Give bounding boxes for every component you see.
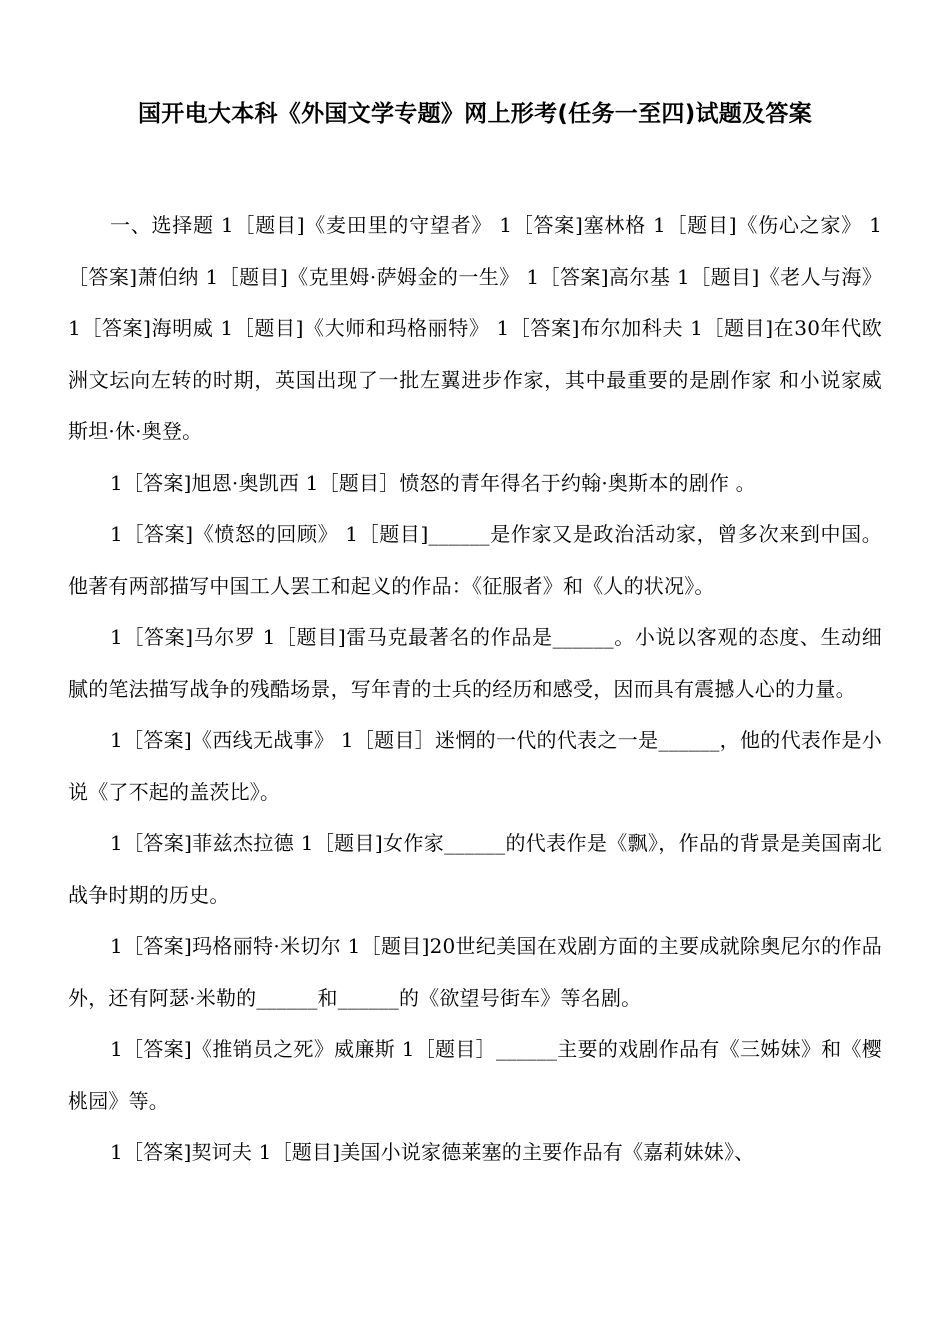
document-body: [68, 200, 882, 1179]
paragraph-4: 1［答案]马尔罗 1［题目]雷马克最著名的作品是______。小说以客观的态度、生动细腻的笔法描写战争的残酷场景，写年青的士兵的经历和感受，因而具有震撼人心的力量。: [68, 625, 882, 701]
paragraph-6: 1［答案]菲兹杰拉德 1［题目]女作家______的代表作是《飘》，作品的背景是美国南北战争时期的历史。: [68, 831, 882, 907]
paragraph-7: 1［答案]玛格丽特·米切尔 1［题目]20世纪美国在戏剧方面的主要成就除奥尼尔的作品外，还有阿瑟·米勒的______和______的《欲望号街车》等名剧。: [68, 934, 882, 1010]
paragraph-1: 一、选择题 1［题目]《麦田里的守望者》 1［答案]塞林格 1［题目]《伤心之家》 1［答案]萧伯纳 1［题目]《克里姆·萨姆金的一生》 1［答案]高尔基 1［题目]《老人与海》 1［答案]海明威 1［题目]《大师和玛格丽特》 1［答案]布尔加科夫 1［题目]在30年代欧洲文坛向左转的时期，英国出现了一批左翼进步作家，其中最重要的是剧作家 和小说家威斯坦·休·奥登。: [68, 213, 882, 443]
paragraph-3: 1［答案]《愤怒的回顾》 1［题目]______是作家又是政治活动家，曾多次来到中国。他著有两部描写中国工人罢工和起义的作品：《征服者》和《人的状况》。: [68, 522, 882, 598]
paragraph-8: 1［答案]《推销员之死》威廉斯 1［题目］______主要的戏剧作品有《三姊妹》和《樱桃园》等。: [68, 1037, 882, 1113]
document-title: 国开电大本科《外国文学专题》网上形考(任务一至四)试题及答案: [137, 101, 813, 127]
paragraph-9: 1［答案]契诃夫 1［题目]美国小说家德莱塞的主要作品有《嘉莉妹妹》、: [110, 1140, 755, 1164]
paragraph-5: 1［答案]《西线无战事》 1［题目］迷惘的一代的代表之一是______，他的代表作是小说《了不起的盖茨比》。: [68, 728, 882, 804]
paragraph-2: 1［答案]旭恩·奥凯西 1［题目］愤怒的青年得名于约翰·奥斯本的剧作 。: [110, 470, 756, 495]
